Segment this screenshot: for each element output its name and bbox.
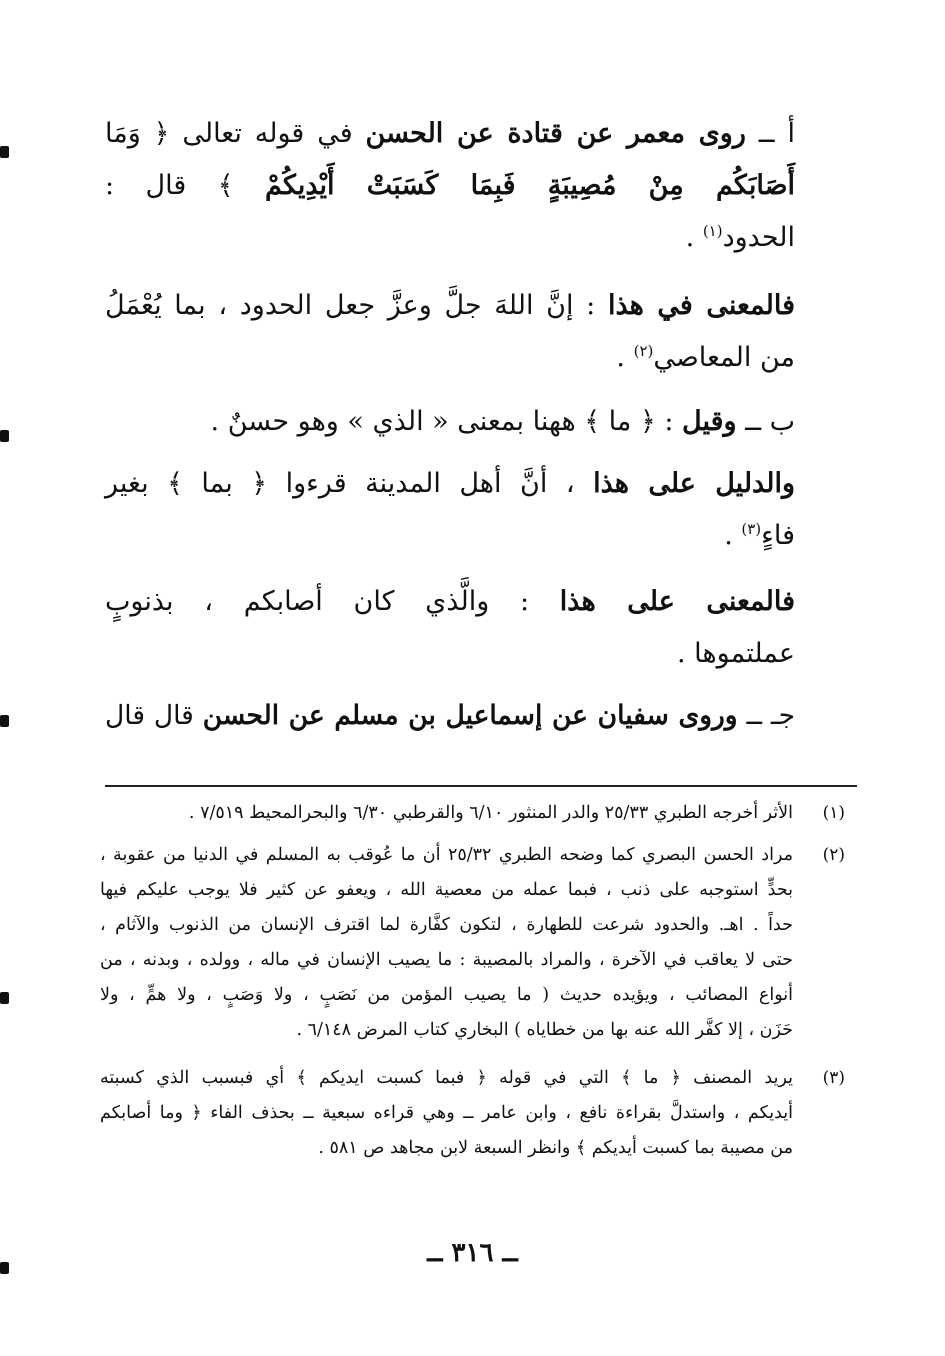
text-line: ب ــ وقيل : ﴿ ما ﴾ ههنا بمعنى « الذي » وهو حسنٌ .: [210, 406, 795, 437]
footnote-ref: (١): [702, 222, 723, 240]
text-line: من المعاصي$^{(٢)}$ .: [616, 342, 795, 373]
text-line: جـ ــ وروى سفيان عن إسماعيل بن مسلم عن الحسن قال قال: [105, 700, 795, 731]
text-line: عملتموها .: [677, 638, 795, 669]
footnote-1: [100, 803, 845, 833]
footnote-3: [100, 1068, 845, 1178]
footnote-line: أنواع المصائب ، ويؤيده حديث ( ما يصيب المؤمن من نَصَبٍ ، ولا وَصَبٍ ، ولا همٍّ ، ولا: [100, 985, 793, 1005]
footnote-number: (٢): [822, 845, 845, 865]
footnote-number: (٣): [822, 1068, 845, 1088]
footnote-2: [100, 845, 845, 1060]
footnote-line: بحدٍّ استوجبه على ذنب ، فبما عمله من معصية الله ، ويعفو عن كثير فلا يوجب عليكم فيها: [100, 880, 793, 900]
footnote-line: من مصيبة بما كسبت أيديكم ﴾ وانظر السبعة لابن مجاهد ص ٥٨١ .: [318, 1138, 793, 1158]
footnote-line: حداً . اهـ. والحدود شرعت للطهارة ، لتكون كفَّارة لما اقترف الإنسان من الذنوب والآثام ،: [100, 915, 793, 935]
footnote-line: مراد الحسن البصري كما وضحه الطبري ٢٥/٣٢ أن ما عُوقب به المسلم في الدنيا من عقوبة ،: [100, 845, 793, 865]
footnote-line: أيديكم ، واستدلَّ بقراءة نافع ، وابن عامر ــ وهي قراءه سبعية ــ بحذف الفاء ﴿ وما أصابكم: [100, 1103, 793, 1123]
text-line: أَصَابَكُم مِنْ مُصِيبَةٍ فَبِمَا كَسَبَتْ أَيْدِيكُمْ ﴾ قال :: [105, 170, 795, 201]
scan-binding-mark: [0, 715, 9, 727]
footnote-line: حتى لا يعاقب في الآخرة ، والمراد بالمصيبة : ما يصيب الإنسان في ماله ، وولده ، وبدنه ، من: [100, 950, 793, 970]
text-line: فالمعنى على هذا : والَّذي كان أصابكم ، بذنوبٍ: [105, 586, 796, 617]
footnote-line: الأثر أخرجه الطبري ٢٥/٣٣ والدر المنثور ٦/١٠ والقرطبي ٦/٣٠ والبحرالمحيط ٧/٥١٩ .: [188, 803, 793, 823]
scan-binding-mark: [0, 146, 9, 158]
footnote-ref: (٣): [741, 520, 762, 538]
footnote-line: حَزَن ، إلا كفَّر الله عنه بها من خطاياه ) البخاري كتاب المرض ٦/١٤٨ .: [296, 1020, 793, 1040]
text-line: فاءٍ$^{(٣)}$ .: [724, 520, 795, 551]
scan-binding-mark: [0, 430, 9, 442]
text-line: والدليل على هذا ، أنَّ أهل المدينة قرءوا ﴿ بما ﴾ بغير: [105, 468, 795, 499]
footnote-line: يريد المصنف ﴿ ما ﴾ التي في قوله ﴿ فبما كسبت ايديكم ﴾ أي فبسبب الذي كسبته: [100, 1068, 793, 1088]
scan-binding-mark: [0, 992, 9, 1004]
text-line: أ ــ روى معمر عن قتادة عن الحسن في قوله تعالى ﴿ وَمَا: [105, 118, 795, 149]
footnote-ref: (٢): [633, 342, 654, 360]
page-number: ــ ٣١٦ ــ: [427, 1238, 518, 1268]
text-line: فالمعنى في هذا : إنَّ اللهَ جلَّ وعزَّ جعل الحدود ، بما يُعْمَلُ: [105, 290, 795, 321]
scan-binding-mark: [0, 1262, 9, 1274]
footnote-separator: [105, 785, 857, 787]
text-line: الحدود$^{(١)}$ .: [685, 222, 795, 253]
footnote-number: (١): [822, 803, 845, 823]
